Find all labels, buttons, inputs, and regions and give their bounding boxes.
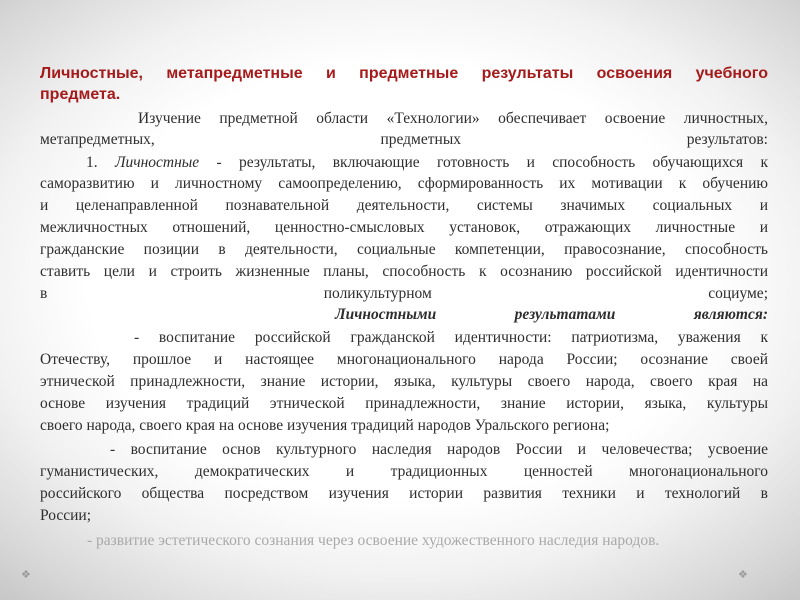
corner-ornament-icon: ❖ bbox=[738, 568, 748, 581]
text-line: этнической принадлежности, знание истории, языка, культуры своего народа, своего края на bbox=[40, 373, 768, 390]
text-line: межличностных отношений, ценностно-смысловых установок, отражающих личностные и bbox=[40, 219, 768, 236]
item-number: 1. bbox=[86, 154, 98, 171]
text-line: ставить цели и строить жизненные планы, способность к осознанию российской идентичности bbox=[40, 263, 768, 280]
text-line: российского общества посредством изучения истории развития техники и технологий в bbox=[40, 485, 768, 502]
text-line: своего народа, своего края на основе изучения традиций народов Уральского региона; bbox=[40, 417, 610, 434]
text-line: Отечеству, прошлое и настоящее многонационального народа России; осознание своей bbox=[40, 351, 768, 368]
slide-heading-line-1: Личностные, метапредметные и предметные результаты освоения учебного bbox=[40, 65, 768, 82]
corner-ornament-icon: ❖ bbox=[21, 568, 31, 581]
text-line: метапредметных, предметных результатов: bbox=[40, 131, 768, 148]
item-definition: - результаты, включающие готовность и способность обучающихся к bbox=[216, 154, 768, 171]
text-line-bullet-1: - воспитание российской гражданской идентичности: патриотизма, уважения к bbox=[134, 329, 768, 346]
text-line-bullet-2: - воспитание основ культурного наследия народов России и человечества; усвоение bbox=[110, 441, 768, 458]
text-line: основе изучения традиций этнической принадлежности, знание истории, языка, культуры bbox=[40, 395, 768, 412]
text-line: гражданские позиции в деятельности, социальные компетенции, правосознание, способность bbox=[40, 241, 768, 258]
results-subheading bbox=[335, 304, 768, 325]
text-line-intro: Изучение предметной области «Технологии» обеспечивает освоение личностных, bbox=[138, 110, 768, 127]
text-line-bullet-3: - развитие эстетического сознания через освоение художественного наследия народов. bbox=[87, 532, 660, 549]
slide-heading-line-2: предмета. bbox=[40, 86, 121, 103]
text-line: России; bbox=[40, 507, 92, 524]
item-term: Личностные bbox=[114, 154, 200, 171]
results-subheading-text: Личностными результатами являются: bbox=[335, 306, 768, 323]
text-line: и целенаправленной познавательной деятельности, системы значимых социальных и bbox=[40, 197, 768, 214]
text-line: саморазвитию и личностному самоопределению, сформированность их мотивации к обучению bbox=[40, 175, 768, 192]
text-line: гуманистических, демократических и традиционных ценностей многонационального bbox=[40, 463, 768, 480]
text-line: в поликультурном социуме; bbox=[40, 285, 768, 302]
text-line-item-1 bbox=[86, 152, 768, 173]
